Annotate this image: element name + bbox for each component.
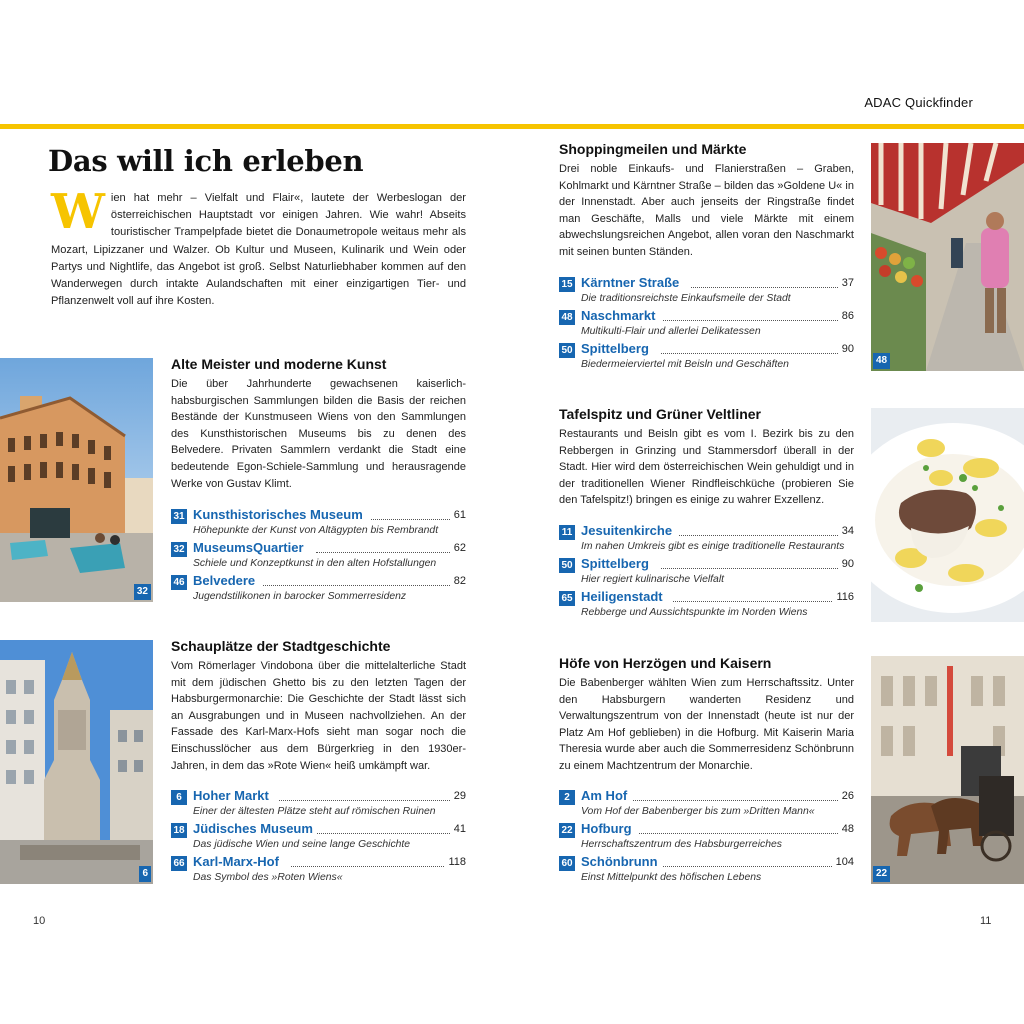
page-reference: 118: [448, 856, 466, 868]
site-description: Einst Mittelpunkt des höfischen Lebens: [581, 872, 762, 883]
section-text: Die Babenberger wählten Wien zum Herrschaftssitz. Unter den Habsburgern wanderten Residenz und Verwaltungszentrum von der Innenstadt (heute ist nur der Platz Am Hof geblieben) in die Hofburg. Mit Kaiserin Maria Theresia wurde aber auch die Sommerresidenz Schönbrunn zu einem Machtzentrum der Monarchie.: [559, 677, 854, 772]
page-reference: 37: [841, 277, 854, 289]
list-item[interactable]: [171, 574, 466, 604]
page-reference: 116: [836, 591, 854, 603]
section-title: Shoppingmeilen und Märkte: [559, 141, 747, 157]
page-number-left: 10: [33, 915, 46, 927]
site-link[interactable]: Karl-Marx-Hof: [193, 854, 279, 869]
section-title: Schauplätze der Stadtgeschichte: [171, 638, 391, 654]
list-item[interactable]: [171, 541, 466, 571]
intro-text: ien hat mehr – Vielfalt und Flair«, lautete der Werbeslogan der österreichischen Hauptstadt vor einigen Jahren. Wie wahr! Abseits touristischer Trampelpfade bietet die Donaumetropole weitaus mehr als Mozart, Lipizzaner und Walzer. Ob Kultur und Museen, Kulinarik und Wein oder Partys und Nightlife, das Angebot ist groß. Selbst Naturliebhaber kommen auf den Wanderwegen durch intakte Aulandschaften mit einer einzigartigen Tier- und Pflanzenwelt voll auf ihre Kosten.: [51, 192, 466, 308]
page-reference: 90: [841, 343, 854, 355]
site-number-badge: 11: [559, 525, 575, 540]
intro-paragraph: [51, 184, 466, 310]
page-reference: 61: [453, 509, 466, 521]
list-item[interactable]: [559, 822, 854, 852]
page-reference: 26: [841, 790, 854, 802]
photo-badge: 48: [873, 353, 890, 369]
list-item[interactable]: [171, 789, 466, 819]
list-item[interactable]: [559, 557, 854, 587]
section-text: Drei noble Einkaufs- und Flanierstraßen – Graben, Kohlmarkt und Kärntner Straße – bilden das »Goldene U« in der Innenstadt. Aber auch jenseits der Ringstraße findet man Geschäfte, Malls und viele Märkte mit einem abwechslungsreichen Angebot, allen voran den Naschmarkt mit seinen bunten Ständen.: [559, 163, 854, 258]
site-link[interactable]: Naschmarkt: [581, 308, 656, 323]
photo-museumsquartier: [0, 358, 153, 602]
site-link[interactable]: Schönbrunn: [581, 854, 658, 869]
photo-naschmarkt: [871, 143, 1024, 371]
section-text: Restaurants und Beisln gibt es vom I. Bezirk bis zu den Rebbergen in Grinzing und Stammersdorf überall in der Stadt. Hier wird dem österreichischen Wein gehuldigt und in der traditionellen Wiener Rindfleischküche (probieren Sie den Tafelspitz!) bringen es einige zu wahrer Exzellenz.: [559, 428, 854, 507]
site-number-badge: 6: [171, 790, 187, 805]
site-number-badge: 66: [171, 856, 187, 871]
site-link[interactable]: Am Hof: [581, 788, 628, 803]
list-item[interactable]: [559, 855, 854, 885]
site-number-badge: 60: [559, 856, 575, 871]
photo-hofburg: [871, 656, 1024, 884]
site-link[interactable]: MuseumsQuartier: [193, 540, 304, 555]
site-link[interactable]: Kärntner Straße: [581, 275, 680, 290]
site-link[interactable]: Spittelberg: [581, 341, 649, 356]
list-item[interactable]: [559, 789, 854, 819]
leader-dots: [691, 287, 838, 288]
site-number-badge: 46: [171, 575, 187, 590]
photo-tafelspitz: [871, 408, 1024, 622]
leader-dots: [371, 519, 450, 520]
site-description: Höhepunkte der Kunst von Altägypten bis Rembrandt: [193, 525, 439, 536]
running-header: ADAC Quickfinder: [864, 95, 973, 110]
leader-dots: [279, 800, 450, 801]
leader-dots: [291, 866, 444, 867]
site-link[interactable]: Jesuitenkirche: [581, 523, 673, 538]
section-title: Höfe von Herzögen und Kaisern: [559, 655, 772, 671]
leader-dots: [679, 535, 838, 536]
site-link[interactable]: Jüdisches Museum: [193, 821, 313, 836]
site-description: Im nahen Umkreis gibt es einige traditionelle Restaurants: [581, 541, 845, 552]
site-number-badge: 2: [559, 790, 575, 805]
site-description: Schiele und Konzeptkunst in den alten Hofstallungen: [193, 558, 437, 569]
leader-dots: [673, 601, 832, 602]
site-description: Biedermeierviertel mit Beisln und Geschäften: [581, 359, 789, 370]
list-item[interactable]: [559, 590, 854, 620]
site-description: Rebberge und Aussichtspunkte im Norden Wiens: [581, 607, 808, 618]
section-title: Alte Meister und moderne Kunst: [171, 356, 387, 372]
photo-hoher-markt: [0, 640, 153, 884]
site-description: Herrschaftszentrum des Habsburgerreiches: [581, 839, 782, 850]
site-description: Das Symbol des »Roten Wiens«: [193, 872, 343, 883]
list-item[interactable]: [171, 855, 466, 885]
page-reference: 104: [835, 856, 854, 868]
list-item[interactable]: [559, 309, 854, 339]
site-number-badge: 65: [559, 591, 575, 606]
list-item[interactable]: [559, 342, 854, 372]
header-rule: [0, 124, 1024, 129]
site-link[interactable]: Heiligenstadt: [581, 589, 663, 604]
site-number-badge: 50: [559, 343, 575, 358]
site-description: Das jüdische Wien und seine lange Geschichte: [193, 839, 411, 850]
site-description: Die traditionsreichste Einkaufsmeile der Stadt: [581, 293, 791, 304]
photo-badge: 6: [139, 866, 151, 882]
site-description: Jugendstilikonen in barocker Sommerresidenz: [193, 591, 407, 602]
section-text: Vom Römerlager Vindobona über die mittelalterliche Stadt mit dem jüdischen Ghetto bis zu den letzten Tagen der Habsburgermonarchie: Die Geschichte der Stadt lässt sich an Ausgrabungen und in Museen nachvollziehen. An der Fassade des Karl-Marx-Hofs sieht man sogar noch die Einschusslöcher aus dem Bürgerkrieg in den 1930er-Jahren, in dem das »Rote Wien« heiß umkämpft war.: [171, 660, 466, 772]
photo-badge: 32: [134, 584, 151, 600]
site-link[interactable]: Hoher Markt: [193, 788, 269, 803]
photo-badge: 22: [873, 866, 890, 882]
site-number-badge: 22: [559, 823, 575, 838]
page-title: Das will ich erleben: [48, 144, 364, 178]
site-number-badge: 50: [559, 558, 575, 573]
site-link[interactable]: Spittelberg: [581, 556, 649, 571]
section-title: Tafelspitz und Grüner Veltliner: [559, 406, 761, 422]
leader-dots: [639, 833, 838, 834]
site-number-badge: 31: [171, 509, 187, 524]
list-item[interactable]: [559, 276, 854, 306]
leader-dots: [317, 833, 450, 834]
site-number-badge: 18: [171, 823, 187, 838]
drop-cap: W: [51, 184, 105, 240]
site-number-badge: 15: [559, 277, 575, 292]
site-link[interactable]: Hofburg: [581, 821, 632, 836]
page-reference: 82: [453, 575, 466, 587]
site-link[interactable]: Kunsthistorisches Museum: [193, 507, 363, 522]
page-reference: 86: [841, 310, 854, 322]
leader-dots: [663, 866, 832, 867]
site-description: Einer der ältesten Plätze steht auf römischen Ruinen: [193, 806, 436, 817]
leader-dots: [661, 568, 838, 569]
list-item[interactable]: [171, 822, 466, 852]
leader-dots: [263, 585, 450, 586]
leader-dots: [663, 320, 838, 321]
leader-dots: [316, 552, 450, 553]
site-description: Vom Hof der Babenberger bis zum »Dritten Mann«: [581, 806, 815, 817]
page-reference: 34: [841, 525, 854, 537]
list-item[interactable]: [171, 508, 466, 538]
section-text: Die über Jahrhunderte gewachsenen kaiserlich-habsburgischen Sammlungen bilden die Basis der reichen Bestände der Kunstmuseen Wiens von den Sammlungen des Kunsthistorischen Museums bis zu denen des Belvedere. Privaten Sammlern verdankt die Stadt eine bedeutende Egon-Schiele-Sammlung und herausragende Werke von Gustav Klimt.: [171, 378, 466, 490]
site-description: Hier regiert kulinarische Vielfalt: [581, 574, 725, 585]
site-number-badge: 32: [171, 542, 187, 557]
list-item[interactable]: [559, 524, 854, 554]
leader-dots: [661, 353, 838, 354]
page-reference: 62: [453, 542, 466, 554]
site-description: Multikulti-Flair und allerlei Delikatessen: [581, 326, 761, 337]
site-number-badge: 48: [559, 310, 575, 325]
page-reference: 41: [453, 823, 466, 835]
page-number-right: 11: [980, 915, 992, 927]
site-link[interactable]: Belvedere: [193, 573, 256, 588]
page-reference: 48: [841, 823, 854, 835]
leader-dots: [633, 800, 838, 801]
page-reference: 29: [453, 790, 466, 802]
page-reference: 90: [841, 558, 854, 570]
